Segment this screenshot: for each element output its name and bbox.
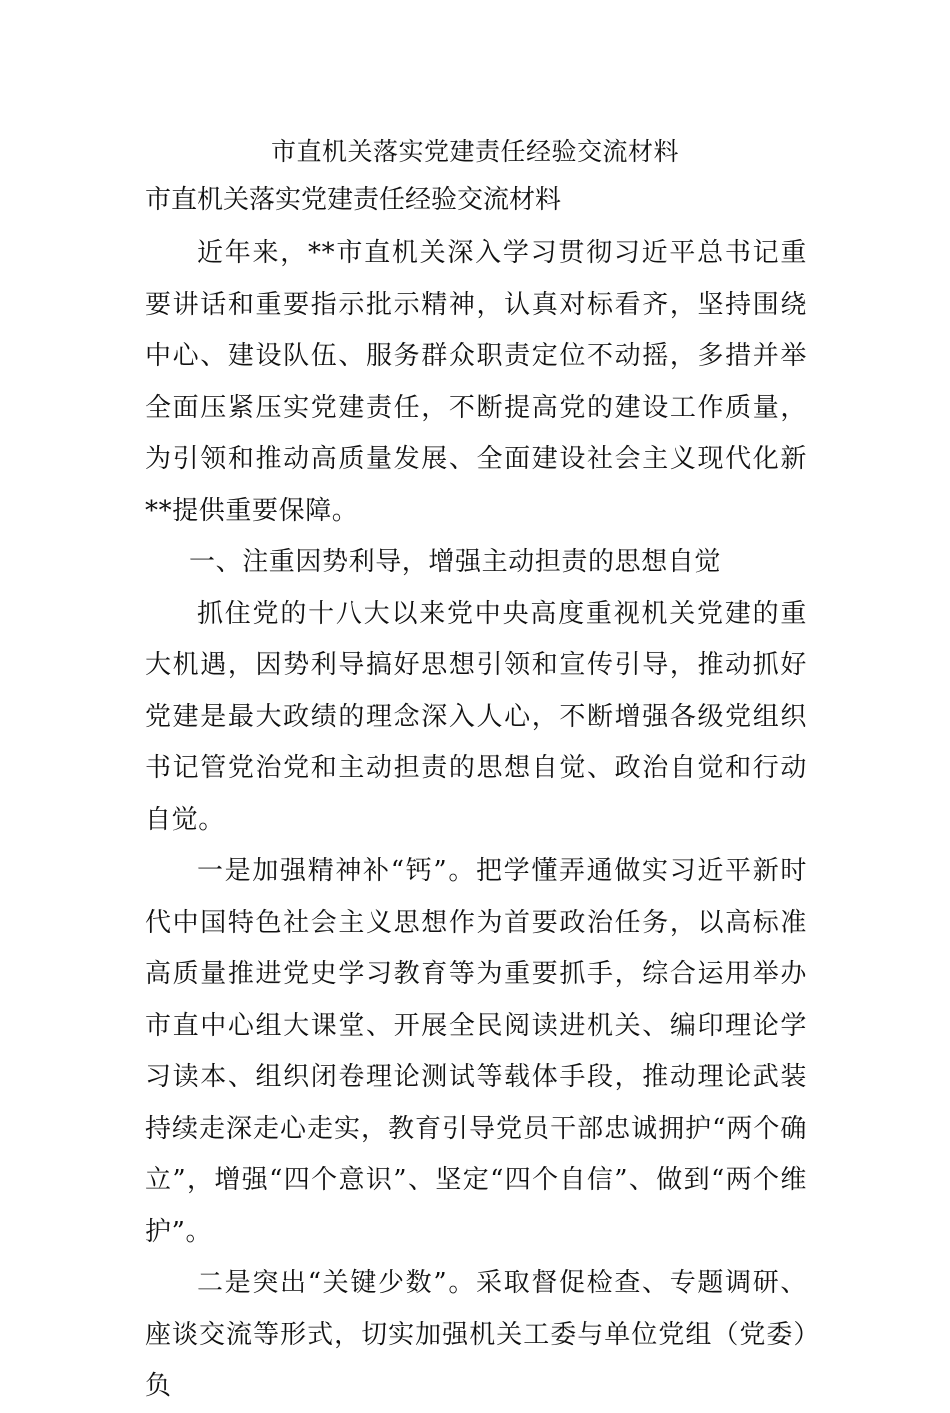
document-title: 市直机关落实党建责任经验交流材料	[270, 137, 679, 166]
paragraph-point-1: 一是加强精神补“钙”。把学懂弄通做实习近平新时代中国特色社会主义思想作为首要政治任务，以高标准高质量推进党史学习教育等为重要抓手，综合运用举办市直中心组大课堂、开展全民阅读进机关、编印理论学习读本、组织闭卷理论测试等载体手段，推动理论武装持续走深走心走实，教育引导党员干部忠诚拥护“两个确立”，增强“四个意识”、坚定“四个自信”、做到“两个维护”。	[145, 856, 807, 1247]
paragraph-point-2: 二是突出“关键少数”。采取督促检查、专题调研、座谈交流等形式，切实加强机关工委与单位党组（党委）负	[145, 1268, 807, 1401]
document-subtitle: 市直机关落实党建责任经验交流材料	[145, 185, 562, 215]
document-body	[145, 228, 807, 1413]
section-heading-1: 一、注重因势利导，增强主动担责的思想自觉	[189, 547, 722, 577]
paragraph-intro: 近年来，**市直机关深入学习贯彻习近平总书记重要讲话和重要指示批示精神，认真对标看齐，坚持围绕中心、建设队伍、服务群众职责定位不动摇，多措并举全面压紧压实党建责任，不断提高党的建设工作质量，为引领和推动高质量发展、全面建设社会主义现代化新**提供重要保障。	[145, 238, 807, 526]
paragraph-section-1: 抓住党的十八大以来党中央高度重视机关党建的重大机遇，因势利导搞好思想引领和宣传引导，推动抓好党建是最大政绩的理念深入人心，不断增强各级党组织书记管党治党和主动担责的思想自觉、政治自觉和行动自觉。	[145, 598, 807, 835]
